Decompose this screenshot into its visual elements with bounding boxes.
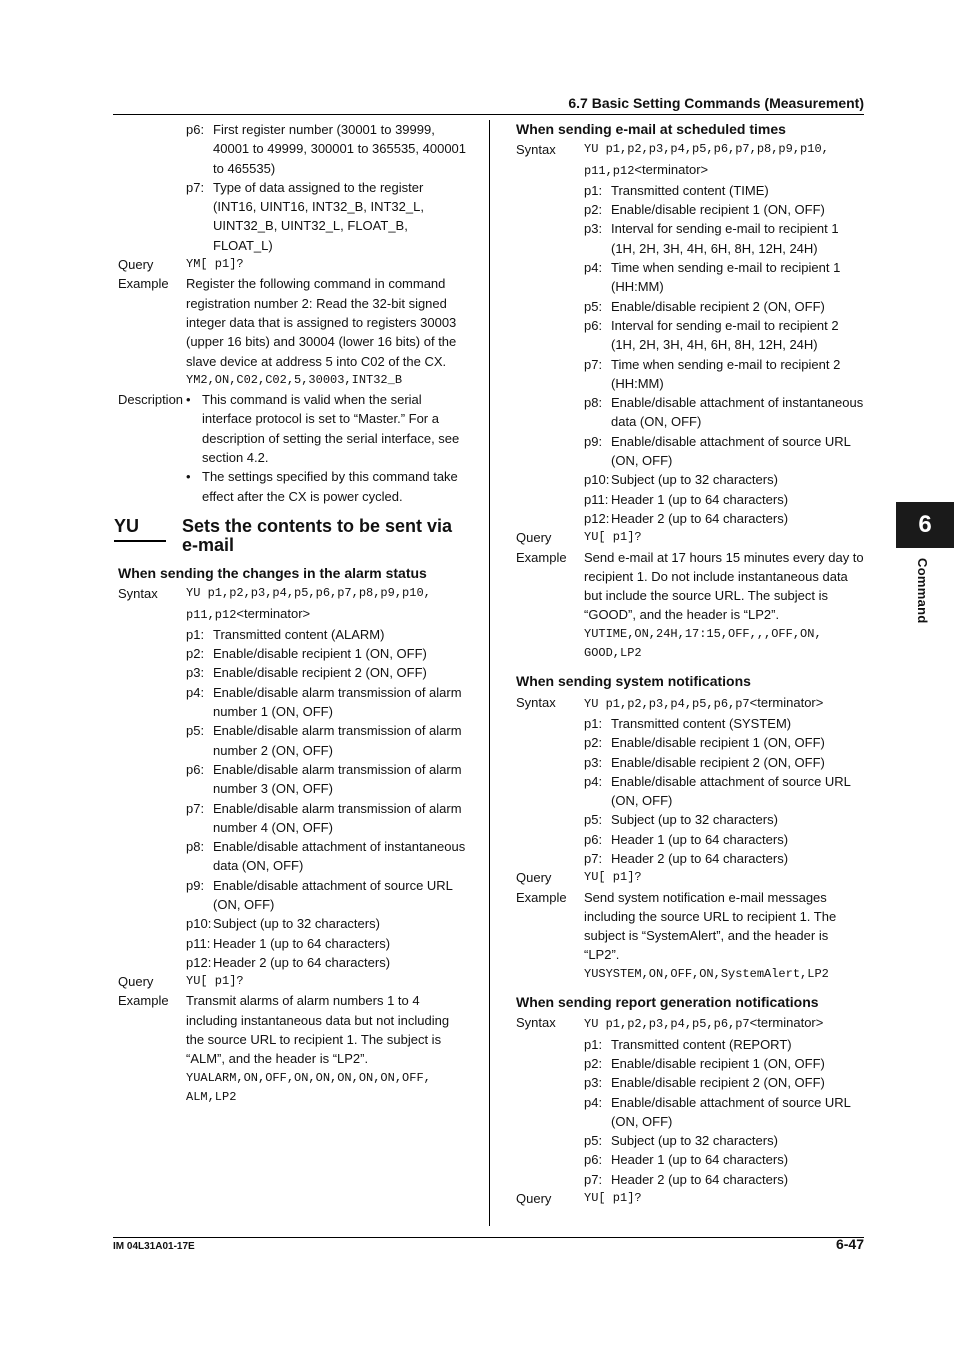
param-key: p6: [584,1152,603,1168]
system-query [516,868,866,887]
bullet-mark: • [186,392,191,408]
example-code: YUSYSTEM,ON,OFF,ON,SystemAlert,LP2 [584,966,829,981]
alarm-example [118,991,468,1107]
yu-command-heading [114,515,468,555]
param-value: Enable/disable attachment of source URL (ON, OFF) [213,877,453,912]
param-key: p10: [186,916,212,932]
param-list [186,625,468,972]
left-column [114,120,468,1107]
example-code: YUTIME,ON,24H,17:15,OFF,,,OFF,ON, GOOD,LP2 [584,626,822,661]
param-value: Enable/disable attachment of instantaneous data (ON, OFF) [611,395,864,430]
ym-query [118,255,468,274]
param-item [584,258,866,297]
param-value: Header 2 (up to 64 characters) [611,850,789,866]
param-item [584,810,866,829]
param-item [186,876,468,915]
param-value: Enable/disable alarm transmission of alarm number 3 (ON, OFF) [213,761,462,797]
ym-description [118,390,468,506]
ym-example [118,274,468,390]
time-syntax [516,140,866,528]
syntax-line: YU p1,p2,p3,p4,p5,p6,p7,p8,p9,p10, [584,142,829,157]
param-key: p6: [186,122,205,137]
param-key: p4: [584,260,603,276]
report-query [516,1189,866,1208]
param-key: p3: [186,665,205,681]
footer-rule [113,1237,864,1238]
example-text: Send e-mail at 17 hours 15 minutes every day to recipient 1. Do not include instantaneous data but include the source URL. The subject is “GOOD”, and the header is “LP2”. [584,549,864,623]
param-value: Type of data assigned to the register (INT16, UINT16, INT32_B, INT32_L, UINT32_B, UINT32_L, FLOAT_B, FLOAT_L) [213,179,424,253]
terminator: <terminator> [749,694,824,710]
param-value: Transmitted content (REPORT) [611,1036,792,1052]
param-value: Interval for sending e-mail to recipient 2 (1H, 2H, 3H, 4H, 6H, 8H, 12H, 24H) [611,317,839,353]
param-item [584,355,866,394]
example-text: Register the following command in command registration number 2: Read the 32-bit signed integer data that is assigned to registers 30003 (upper 16 bits) and 30004 (lower 16 bits) of the slave device at address 5 into C02 of the CX. [186,276,457,369]
param-item [186,721,468,760]
param-item [584,219,866,258]
param-key: p4: [584,1094,603,1110]
param-value: Enable/disable alarm transmission of alarm number 1 (ON, OFF) [213,684,462,720]
param-item [584,753,866,772]
param-item [584,297,866,316]
param-value: Header 1 (up to 64 characters) [213,935,391,951]
param-item [584,1170,866,1189]
param-key: p2: [584,1055,603,1071]
chapter-tab: 6 [896,502,954,548]
terminator: <terminator> [749,1015,824,1031]
section-title: 6.7 Basic Setting Commands (Measurement) [568,95,864,111]
param-item [584,830,866,849]
param-value: Transmitted content (TIME) [611,182,769,198]
example-text: Transmit alarms of alarm numbers 1 to 4 including instantaneous data but not including the source URL to recipient 1. The subject is “ALM”, and the header is “LP2”. [186,993,450,1067]
command-title: Sets the contents to be sent via e-mail [182,515,453,555]
param-item [584,1093,866,1132]
param-key: p7: [186,800,205,816]
example-code: YM2,ON,C02,C02,5,30003,INT32_B [186,372,403,387]
query-value: YM[ p1]? [186,257,244,272]
query-label: Query [516,530,552,546]
time-heading: When sending e-mail at scheduled times [516,121,786,137]
param-item [584,772,866,811]
param-item [584,1035,866,1054]
param-key: p1: [584,715,603,731]
param-value: Header 1 (up to 64 characters) [611,831,789,847]
syntax-line: YU p1,p2,p3,p4,p5,p6,p7 [584,1017,750,1032]
param-value: Enable/disable attachment of source URL (ON, OFF) [611,1094,851,1129]
param-key: p2: [584,735,603,751]
param-value: Enable/disable alarm transmission of alarm number 4 (ON, OFF) [213,800,462,835]
param-item [186,760,468,799]
right-column [516,120,866,1208]
alarm-heading: When sending the changes in the alarm status [118,564,427,581]
param-item [186,914,468,933]
param-value: Enable/disable attachment of source URL (ON, OFF) [611,433,851,469]
param-item [584,714,866,733]
param-value: Interval for sending e-mail to recipient 1 (1H, 2H, 3H, 4H, 6H, 8H, 12H, 24H) [611,221,839,256]
param-key: p11: [186,935,211,951]
bullet-text: This command is valid when the serial interface protocol is set to “Master.” For a description of setting the serial interface, see section 4.2. [202,392,460,466]
param-key: p9: [186,877,205,893]
param-key: p5: [584,1133,603,1149]
param-item [584,1150,866,1169]
param-value: Enable/disable alarm transmission of alarm number 2 (ON, OFF) [213,723,462,758]
bullet-mark: • [186,469,191,485]
param-key: p5: [584,298,603,314]
header-rule [113,114,864,115]
syntax-label: Syntax [516,1015,556,1031]
description-label: Description [118,392,184,408]
param-key: p1: [186,626,205,642]
page-number: 6-47 [835,1236,864,1252]
bullet-text: The settings specified by this command take effect after the CX is power cycled. [202,469,458,504]
param-value: Transmitted content (SYSTEM) [611,715,792,731]
query-label: Query [516,1191,552,1207]
system-heading: When sending system notifications [516,673,751,690]
param-item [186,178,468,255]
param-value: Header 1 (up to 64 characters) [611,1152,789,1168]
syntax-line: p11,p12 [186,607,237,622]
param-value: Enable/disable attachment of source URL (ON, OFF) [611,773,851,809]
query-label: Query [118,974,154,990]
param-key: p7: [584,356,603,372]
param-key: p3: [584,221,603,237]
param-item [186,953,468,972]
command-code: YU [114,517,166,542]
param-value: Enable/disable recipient 2 (ON, OFF) [611,298,825,314]
param-item [186,663,468,682]
query-value: YU[ p1]? [186,974,244,989]
param-value: Enable/disable recipient 1 (ON, OFF) [611,735,825,751]
terminator: <terminator> [236,605,311,621]
param-item [186,837,468,876]
param-key: p7: [584,1171,603,1187]
param-value: Transmitted content (ALARM) [213,626,385,642]
param-value: Enable/disable recipient 2 (ON, OFF) [611,754,825,770]
param-item [584,509,866,528]
param-key: p3: [584,754,603,770]
param-key: p2: [584,202,603,218]
param-value: Header 2 (up to 64 characters) [611,1171,789,1187]
example-label: Example [516,549,567,565]
param-value: First register number (30001 to 39999, 40001 to 49999, 300001 to 365535, 400001 to 465535) [213,122,467,176]
param-key: p12: [584,510,610,526]
system-example [516,888,866,984]
param-value: Subject (up to 32 characters) [611,1133,778,1149]
param-key: p7: [584,850,603,866]
param-item [186,120,468,178]
param-value: Enable/disable recipient 1 (ON, OFF) [611,1055,825,1071]
param-list [584,1035,866,1189]
example-label: Example [118,993,169,1009]
syntax-label: Syntax [118,586,158,602]
param-key: p5: [186,723,205,739]
param-key: p4: [584,773,603,789]
time-example [516,548,866,664]
query-label: Query [516,870,552,886]
param-value: Subject (up to 32 characters) [611,472,778,488]
query-value: YU[ p1]? [584,1191,642,1206]
param-key: p1: [584,1036,603,1052]
param-key: p6: [584,317,603,333]
param-value: Header 2 (up to 64 characters) [611,510,789,526]
param-value: Enable/disable recipient 1 (ON, OFF) [611,202,825,218]
param-item [584,200,866,219]
param-key: p8: [186,839,205,855]
alarm-query [118,972,468,991]
param-value: Subject (up to 32 characters) [213,916,380,932]
param-key: p1: [584,182,603,198]
param-value: Enable/disable recipient 2 (ON, OFF) [611,1075,825,1091]
column-divider [489,120,490,1226]
param-list [584,714,866,868]
description-bullet [186,390,468,467]
param-item [584,432,866,471]
param-item [584,849,866,868]
description-bullet [186,467,468,506]
param-key: p6: [186,761,205,777]
param-key: p9: [584,433,603,449]
param-value: Enable/disable recipient 1 (ON, OFF) [213,646,427,662]
example-label: Example [118,276,169,292]
chapter-side-label: Command [915,558,930,624]
param-list [584,181,866,528]
param-key: p10: [584,472,610,488]
param-item [186,683,468,722]
terminator: <terminator> [634,161,709,177]
param-key: p12: [186,954,212,970]
time-query [516,528,866,547]
param-key: p11: [584,491,609,507]
param-value: Header 2 (up to 64 characters) [213,954,391,970]
param-item [584,1073,866,1092]
param-item [584,181,866,200]
syntax-label: Syntax [516,694,556,710]
param-value: Subject (up to 32 characters) [611,812,778,828]
example-code: YUALARM,ON,OFF,ON,ON,ON,ON,ON,OFF, ALM,LP2 [186,1070,431,1104]
document-id: IM 04L31A01-17E [113,1241,195,1252]
param-item [584,470,866,489]
report-syntax [516,1013,866,1189]
param-item [186,644,468,663]
alarm-syntax [118,584,468,972]
param-key: p5: [584,812,603,828]
query-value: YU[ p1]? [584,530,642,545]
param-key: p7: [186,179,205,195]
param-item [584,393,866,432]
param-item [584,1054,866,1073]
param-item [186,799,468,838]
syntax-line: YU p1,p2,p3,p4,p5,p6,p7,p8,p9,p10, [186,586,431,601]
param-item [584,1131,866,1150]
param-key: p8: [584,395,603,411]
param-value: Time when sending e-mail to recipient 2 (HH:MM) [611,356,841,391]
param-item [584,490,866,509]
ym-params-continued [118,120,468,255]
param-item [584,733,866,752]
param-item [186,625,468,644]
report-heading: When sending report generation notifications [516,994,819,1011]
param-value: Enable/disable recipient 2 (ON, OFF) [213,665,427,681]
query-label: Query [118,257,154,273]
system-syntax [516,693,866,869]
example-text: Send system notification e-mail messages including the source URL to recipient 1. The subject is “SystemAlert”, and the header is “LP2”. [584,889,837,963]
example-label: Example [516,889,567,905]
syntax-label: Syntax [516,142,556,158]
param-key: p3: [584,1075,603,1091]
param-item [186,934,468,953]
param-key: p6: [584,831,603,847]
param-key: p2: [186,646,205,662]
param-value: Header 1 (up to 64 characters) [611,491,789,507]
param-value: Time when sending e-mail to recipient 1 (HH:MM) [611,260,841,295]
query-value: YU[ p1]? [584,870,642,885]
syntax-line: p11,p12 [584,163,635,178]
param-value: Enable/disable attachment of instantaneous data (ON, OFF) [213,839,466,874]
param-key: p4: [186,684,205,700]
syntax-line: YU p1,p2,p3,p4,p5,p6,p7 [584,696,750,711]
param-item [584,316,866,355]
